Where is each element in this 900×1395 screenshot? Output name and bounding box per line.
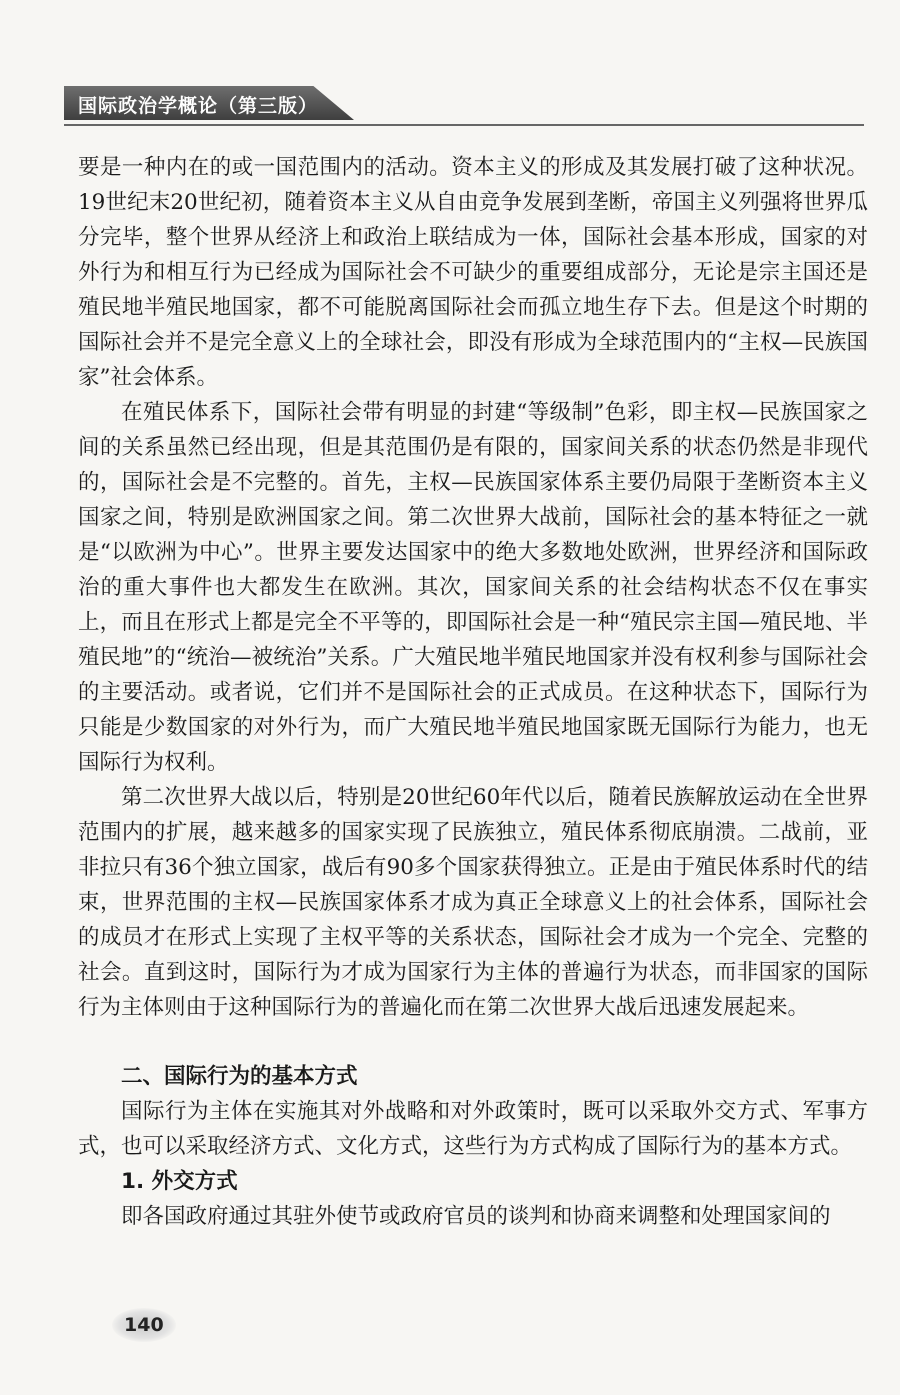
running-header (64, 86, 354, 120)
page-number: 140 (112, 1308, 176, 1342)
header-rule (64, 124, 864, 126)
page-body (78, 150, 868, 1234)
section-heading: 二、国际行为的基本方式 (121, 1064, 358, 1089)
paragraph-4: 国际行为主体在实施其对外战略和对外政策时，既可以采取外交方式、军事方式，也可以采取经济方式、文化方式，这些行为方式构成了国际行为的基本方式。 (78, 1099, 868, 1159)
paragraph-1: 要是一种内在的或一国范围内的活动。资本主义的形成及其发展打破了这种状况。19世纪末20世纪初，随着资本主义从自由竞争发展到垄断，帝国主义列强将世界瓜分完毕，整个世界从经济上和政治上联结成为一体，国际社会基本形成，国家的对外行为和相互行为已经成为国际社会不可缺少的重要组成部分，无论是宗主国还是殖民地半殖民地国家，都不可能脱离国际社会而孤立地生存下去。但是这个时期的国际社会并不是完全意义上的全球社会，即没有形成为全球范围内的“主权—民族国家”社会体系。 (78, 155, 868, 390)
paragraph-5: 即各国政府通过其驻外使节或政府官员的谈判和协商来调整和处理国家间的 (121, 1204, 831, 1229)
paragraph-2: 在殖民体系下，国际社会带有明显的封建“等级制”色彩，即主权—民族国家之间的关系虽然已经出现，但是其范围仍是有限的，国家间关系的状态仍然是非现代的，国际社会是不完整的。首先，主权—民族国家体系主要仍局限于垄断资本主义国家之间，特别是欧洲国家之间。第二次世界大战前，国际社会的基本特征之一就是“以欧洲为中心”。世界主要发达国家中的绝大多数地处欧洲，世界经济和国际政治的重大事件也大都发生在欧洲。其次，国家间关系的社会结构状态不仅在事实上，而且在形式上都是完全不平等的，即国际社会是一种“殖民宗主国—殖民地、半殖民地”的“统治—被统治”关系。广大殖民地半殖民地国家并没有权利参与国际社会的主要活动。或者说，它们并不是国际社会的正式成员。在这种状态下，国际行为只能是少数国家的对外行为，而广大殖民地半殖民地国家既无国际行为能力，也无国际行为权利。 (78, 400, 868, 775)
paragraph-3: 第二次世界大战以后，特别是20世纪60年代以后，随着民族解放运动在全世界范围内的扩展，越来越多的国家实现了民族独立，殖民体系彻底崩溃。二战前，亚非拉只有36个独立国家，战后有90多个国家获得独立。正是由于殖民体系时代的结束，世界范围的主权—民族国家体系才成为真正全球意义上的社会体系，国际社会的成员才在形式上实现了主权平等的关系状态，国际社会才成为一个完全、完整的社会。直到这时，国际行为才成为国家行为主体的普遍行为状态，而非国家的国际行为主体则由于这种国际行为的普遍化而在第二次世界大战后迅速发展起来。 (78, 785, 868, 1020)
subsection-heading: 1. 外交方式 (121, 1169, 238, 1194)
book-title: 国际政治学概论（第三版） (78, 95, 319, 117)
